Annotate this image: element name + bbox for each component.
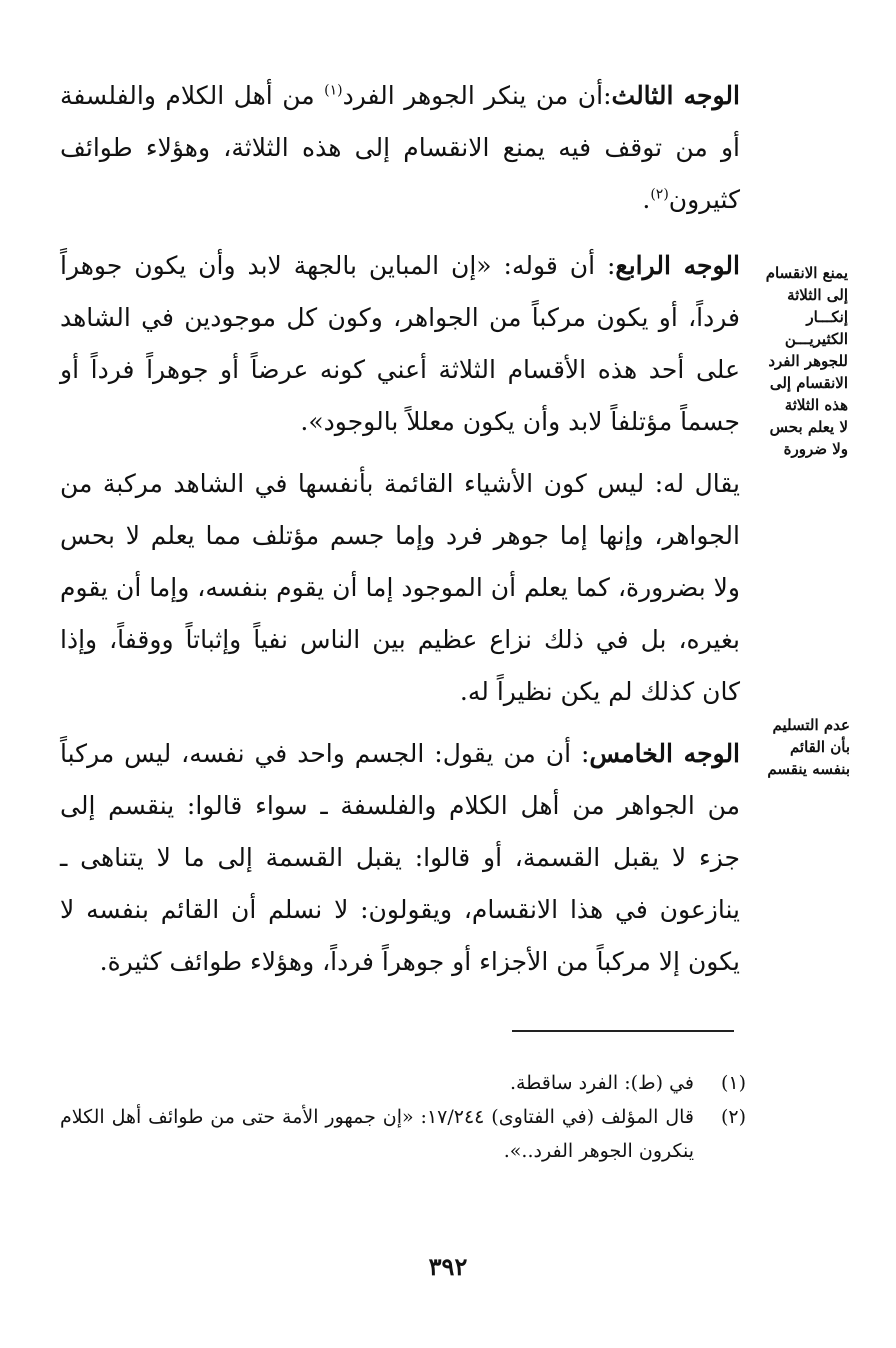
paragraph-text: يقال له: ليس كون الأشياء القائمة بأنفسها في الشاهد مركبة من الجواهر، وإنها إما جوهر فرد وإما جسم مؤتلف مما يعلم لا بحس ولا بضرورة، كما يعلم أن الموجود إما أن يقوم بنفسه، وإما أن يقوم بغيره، بل في ذلك نزاع عظيم بين الناس نفياً وإثباتاً ووقفاً، وإذا كان كذلك لم يكن نظيراً له. — [60, 469, 740, 706]
paragraph-heading: الوجه الرابع — [615, 251, 740, 280]
margin-note-line: بنفسه ينقسم — [767, 760, 850, 778]
margin-note-line: لا يعلم بحس — [769, 418, 848, 436]
margin-note-line: هذه الثلاثة — [784, 396, 848, 414]
footnotes — [60, 1066, 746, 1168]
paragraph-text: . — [642, 185, 651, 214]
footnote-number: (٢) — [720, 1106, 746, 1128]
margin-note-line: بأن القائم — [789, 738, 850, 756]
paragraph-text: :أن من ينكر الجوهر الفرد — [342, 81, 612, 110]
paragraph-fifth-aspect — [60, 728, 740, 988]
margin-note-line: عدم التسليم — [772, 716, 850, 734]
paragraph-text: من أهل الكلام والفلسفة أو من توقف فيه يمنع الانقسام إلى هذه الثلاثة، وهؤلاء طوائف كثيرون — [60, 81, 740, 214]
margin-note-line: الكثيريـــن — [784, 330, 848, 348]
footnote-separator — [512, 1030, 734, 1032]
paragraph-text: : أن قوله: «إن المباين بالجهة لابد وأن يكون جوهراً فرداً، أو يكون مركباً من الجواهر، وكون كل موجودين في الشاهد على أحد هذه الأقسام الثلاثة أعني كونه عرضاً أو جوهراً فرداً أو جسماً مؤتلفاً لابد وأن يكون معللاً بالوجود». — [60, 251, 740, 436]
paragraph-fourth-aspect — [60, 240, 740, 448]
paragraph-third-aspect — [60, 70, 740, 226]
footnote — [60, 1100, 746, 1168]
margin-note — [760, 714, 850, 780]
main-text-column — [60, 70, 740, 998]
paragraph-heading: الوجه الثالث — [611, 81, 740, 110]
footnote-number: (١) — [720, 1072, 746, 1094]
footnote — [60, 1066, 746, 1100]
margin-note-line: الانقسام إلى — [769, 374, 848, 392]
margin-note-line: إنكـــار — [806, 308, 848, 326]
margin-note-line: ولا ضرورة — [783, 440, 848, 458]
margin-note-line: إلى الثلاثة — [787, 286, 848, 304]
footnote-ref[interactable]: (٢) — [650, 186, 669, 203]
footnote-text: قال المؤلف (في الفتاوى) ١٧/٢٤٤: «إن جمهور الأمة حتى من طوائف أهل الكلام ينكرون الجوهر الفرد..». — [60, 1106, 694, 1162]
paragraph-text: : أن من يقول: الجسم واحد في نفسه، ليس مركباً من الجواهر من أهل الكلام والفلسفة ـ سواء قالوا: ينقسم إلى جزء لا يقبل القسمة، أو قالوا: يقبل القسمة إلى ما لا يتناهى ـ ينازعون في هذا الانقسام، ويقولون: لا نسلم أن القائم بنفسه لا يكون إلا مركباً من الأجزاء أو جوهراً فرداً، وهؤلاء طوائف كثيرة. — [60, 739, 740, 976]
footnote-text: في (ط): الفرد ساقطة. — [509, 1072, 694, 1094]
paragraph-heading: الوجه الخامس — [589, 739, 741, 768]
page-number: ٣٩٢ — [428, 1252, 468, 1281]
margin-note — [740, 262, 848, 460]
footnote-ref[interactable]: (١) — [324, 82, 343, 99]
margin-note-line: للجوهر الفرد — [768, 352, 848, 370]
margin-note-line: يمنع الانقسام — [765, 264, 848, 282]
paragraph-reply — [60, 458, 740, 718]
